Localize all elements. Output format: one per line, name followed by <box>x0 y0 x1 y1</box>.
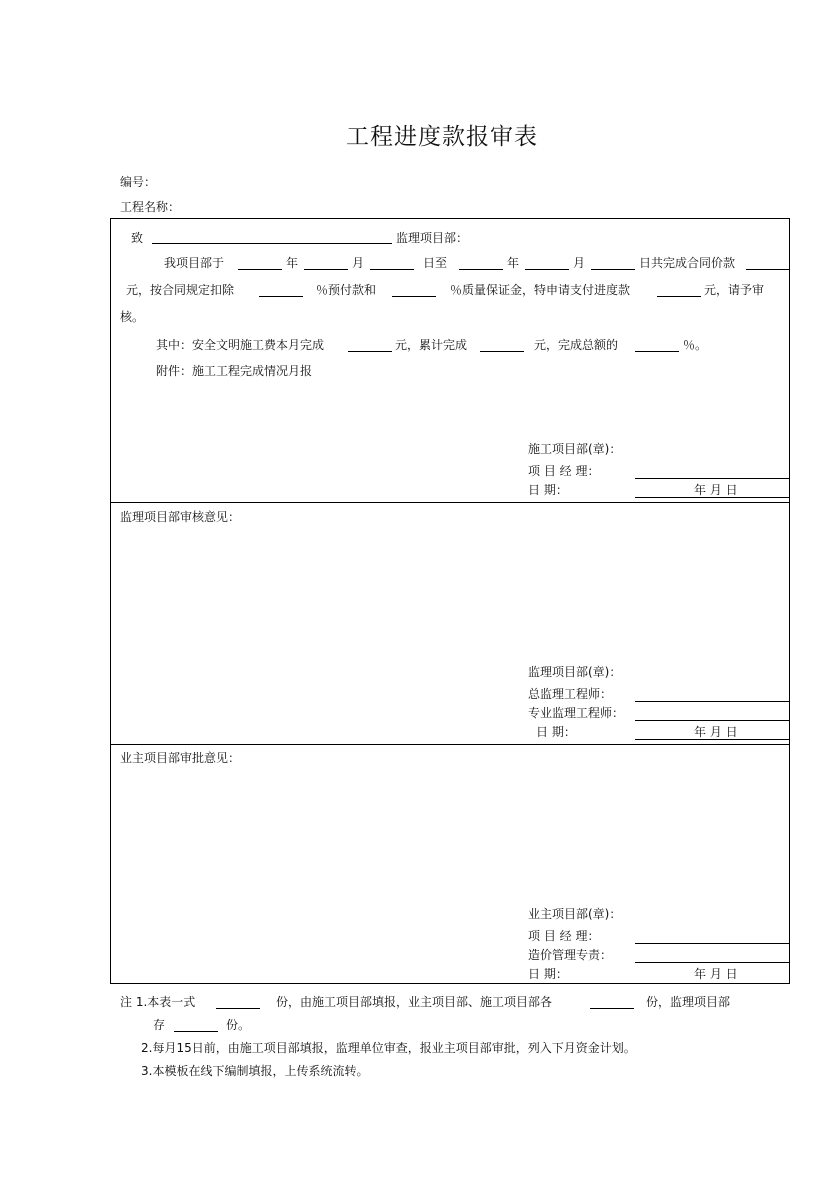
start-year-field[interactable] <box>238 269 282 270</box>
date-label: 日 期： <box>528 967 568 981</box>
date-field[interactable] <box>635 497 790 498</box>
date-field[interactable] <box>635 739 790 740</box>
chief-engineer-field[interactable] <box>635 701 790 702</box>
year2-text: 年 <box>507 256 520 270</box>
project-manager-field[interactable] <box>635 478 790 479</box>
month-text: 月 <box>352 256 365 270</box>
review-text: 元，请予审 <box>704 283 765 297</box>
cost-specialist-field[interactable] <box>635 962 790 963</box>
end-day-field[interactable] <box>591 269 635 270</box>
copies-field[interactable] <box>216 1008 260 1009</box>
safety-pct-field[interactable] <box>635 351 679 352</box>
project-manager-label: 项 目 经 理： <box>528 464 600 478</box>
contract-amount-field[interactable] <box>746 269 790 270</box>
cost-specialist-label: 造价管理专责： <box>528 948 613 962</box>
specialist-engineer-label: 专业监理工程师： <box>528 706 625 720</box>
note-3: 3.本模板在线下编制填报，上传系统流转。 <box>141 1064 369 1078</box>
day-to-text: 日至 <box>423 256 448 270</box>
page-title: 工程进度款报审表 <box>346 124 538 150</box>
prepay-text: ％预付款和 <box>316 283 377 297</box>
quality-text: ％质量保证金，特申请支付进度款 <box>450 283 631 297</box>
note-1-store: 存 <box>153 1018 166 1032</box>
form-table <box>110 218 790 984</box>
end-month-field[interactable] <box>525 269 569 270</box>
supervisor-review-heading: 监理项目部审核意见： <box>120 510 241 524</box>
owner-manager-label: 项 目 经 理： <box>528 929 600 943</box>
day-total-text: 日共完成合同价款 <box>639 256 736 270</box>
safety-prefix-text: 其中：安全文明施工费本月完成 <box>156 338 325 352</box>
owner-approval-heading: 业主项目部审批意见： <box>120 751 241 765</box>
date-value: 年 月 日 <box>694 725 738 739</box>
supervisor-dept-seal-label: 监理项目部(章)： <box>528 665 622 679</box>
month2-text: 月 <box>573 256 586 270</box>
construction-dept-seal-label: 施工项目部(章)： <box>528 442 622 456</box>
owner-dept-seal-label: 业主项目部(章)： <box>528 907 622 921</box>
each-copies-field[interactable] <box>590 1008 634 1009</box>
year-text: 年 <box>286 256 299 270</box>
section-divider <box>110 502 790 503</box>
review-end-text: 核。 <box>120 310 145 324</box>
note-1-middle: 份，由施工项目部填报，业主项目部、施工项目部各 <box>276 995 553 1009</box>
project-name-label: 工程名称： <box>120 200 181 214</box>
start-day-field[interactable] <box>370 269 414 270</box>
specialist-engineer-field[interactable] <box>635 720 790 721</box>
intro-text: 我项目部于 <box>164 256 225 270</box>
chief-engineer-label: 总监理工程师： <box>528 687 613 701</box>
completed-total-text: 元，完成总额的 <box>534 338 619 352</box>
date-label: 日 期： <box>528 483 568 497</box>
pct-end-text: ％。 <box>683 338 708 352</box>
deduct-text: 元，按合同规定扣除 <box>126 283 235 297</box>
owner-manager-field[interactable] <box>635 943 790 944</box>
note-1-suffix: 份，监理项目部 <box>646 995 731 1009</box>
store-copies-field[interactable] <box>174 1031 218 1032</box>
serial-number-label: 编号： <box>120 175 157 189</box>
attachment-text: 附件：施工工程完成情况月报 <box>156 364 313 378</box>
end-year-field[interactable] <box>459 269 503 270</box>
date-value: 年 月 日 <box>694 967 738 981</box>
recipient-field[interactable] <box>152 243 392 244</box>
start-month-field[interactable] <box>304 269 348 270</box>
note-2: 2.每月15日前，由施工项目部填报，监理单位审查，报业主项目部审批，列入下月资金计划。 <box>141 1041 636 1055</box>
cumulative-text: 元，累计完成 <box>395 338 468 352</box>
safety-month-field[interactable] <box>348 351 392 352</box>
to-label: 致 <box>131 231 144 245</box>
date-value: 年 月 日 <box>694 483 738 497</box>
note-1-end: 份。 <box>226 1018 251 1032</box>
note-1-prefix: 注 1.本表一式 <box>120 995 196 1009</box>
safety-cumulative-field[interactable] <box>480 351 524 352</box>
payment-amount-field[interactable] <box>657 296 701 297</box>
prepay-pct-field[interactable] <box>259 296 303 297</box>
supervisor-dept-label: 监理项目部： <box>396 231 469 245</box>
section-divider <box>110 744 790 745</box>
date-label: 日 期： <box>536 725 576 739</box>
quality-pct-field[interactable] <box>392 296 436 297</box>
